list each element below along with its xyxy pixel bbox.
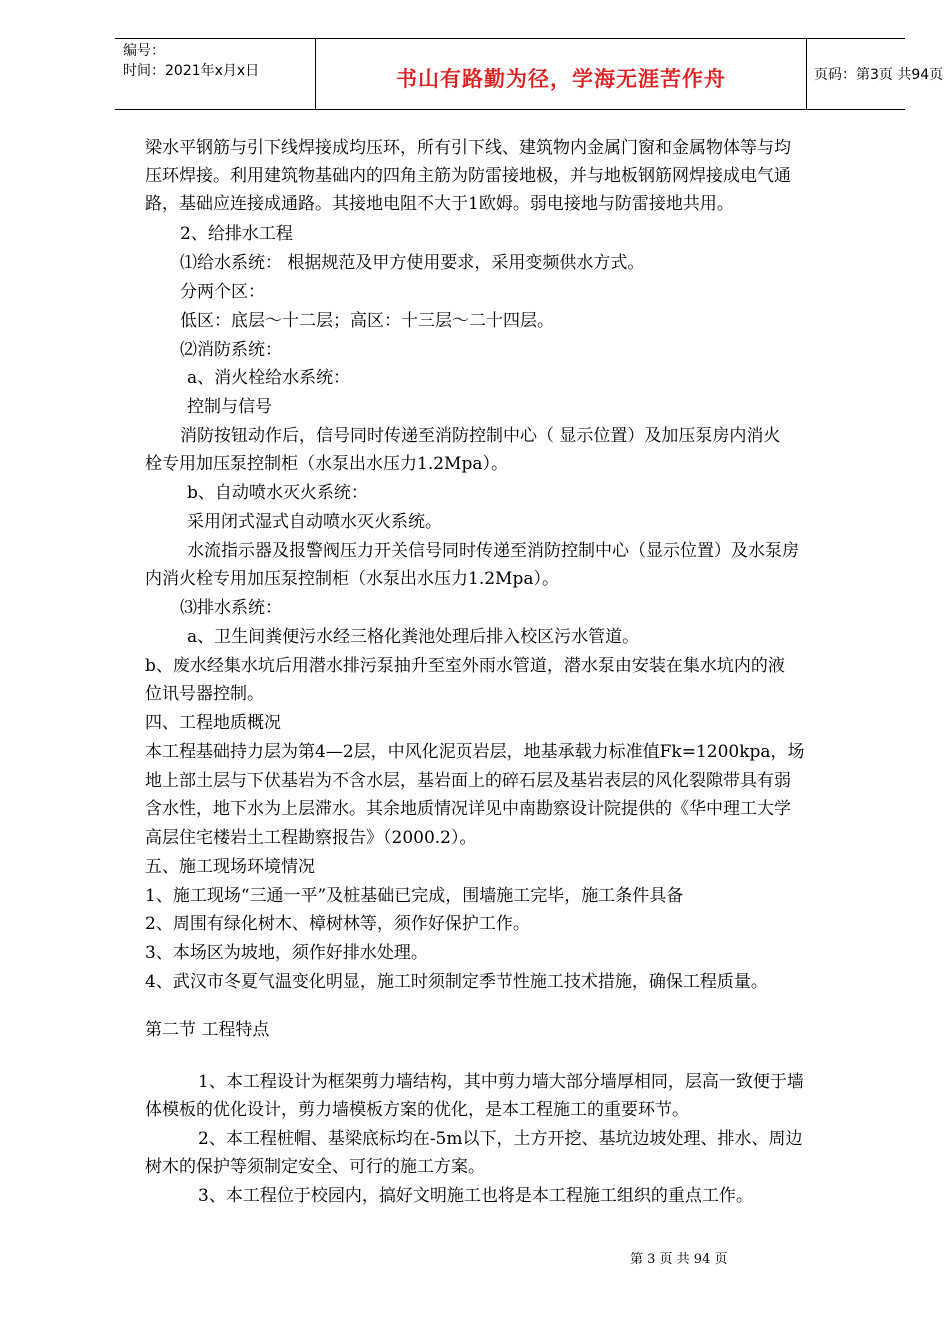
body-line: 3、本场区为坡地，须作好排水处理。 [145,943,428,963]
body-line: 低区：底层～十二层；高区：十三层～二十四层。 [180,311,554,331]
body-line: 1、本工程设计为框架剪力墙结构，其中剪力墙大部分墙厚相同，层高一致便于墙 [198,1072,804,1092]
document-number: 编号： [123,43,165,59]
body-line: 4、武汉市冬夏气温变化明显，施工时须制定季节性施工技术措施，确保工程质量。 [145,972,768,992]
body-line: ⑴给水系统： 根据规范及甲方使用要求，采用变频供水方式。 [180,253,645,273]
body-line: 压环焊接。利用建筑物基础内的四角主筋为防雷接地极，并与地板钢筋网焊接成电气通 [145,166,791,186]
body-line: 控制与信号 [187,397,272,417]
body-line: b、废水经集水坑后用潜水排污泵抽升至室外雨水管道，潜水泵由安装在集水坑内的液 [145,656,785,676]
body-line: 位讯号器控制。 [145,684,264,704]
header-page-cell [806,39,944,109]
body-line: 2、周围有绿化树木、樟树林等，须作好保护工作。 [145,914,530,934]
body-line: 3、本工程位于校园内，搞好文明施工也将是本工程施工组织的重点工作。 [198,1186,753,1206]
body-line: 高层住宅楼岩土工程勘察报告》（2000.2）。 [145,828,477,848]
body-line: 栓专用加压泵控制柜（水泵出水压力1.2Mpa）。 [145,454,508,474]
page-footer: 第 3 页 共 94 页 [630,1252,728,1267]
body-line: 水流指示器及报警阀压力开关信号同时传递至消防控制中心（显示位置）及水泵房 [187,541,799,561]
section-heading: 第二节 工程特点 [145,1020,270,1040]
body-line: 内消火栓专用加压泵控制柜（水泵出水压力1.2Mpa）。 [145,569,559,589]
body-line: 消防按钮动作后，信号同时传递至消防控制中心（ 显示位置）及加压泵房内消火 [180,426,781,446]
body-line: 分两个区： [180,282,265,302]
body-line: 本工程基础持力层为第4—2层，中风化泥页岩层，地基承载力标准值Fk=1200kpa，场 [145,742,805,762]
body-line: 树木的保护等须制定安全、可行的施工方案。 [145,1157,485,1177]
body-line: ⑶排水系统： [180,598,282,618]
document-date: 时间：2021年x月x日 [123,63,260,79]
body-line: 采用闭式湿式自动喷水灭火系统。 [187,512,442,532]
header-page-number: 页码：第3页 共94页 [814,67,944,83]
body-line: 2、本工程桩帽、基梁底标均在-5m以下，土方开挖、基坑边坡处理、排水、周边 [198,1129,803,1149]
body-line: a、卫生间粪便污水经三格化粪池处理后排入校区污水管道。 [187,627,640,647]
body-line: ⑵消防系统： [180,340,282,360]
header-motto: 书山有路勤为径，学海无涯苦作舟 [396,67,726,91]
body-line: 地上部土层与下伏基岩为不含水层，基岩面上的碎石层及基岩表层的风化裂隙带具有弱 [145,771,791,791]
body-line: b、自动喷水灭火系统： [187,483,368,503]
body-line: 体模板的优化设计，剪力墙模板方案的优化，是本工程施工的重要环节。 [145,1100,689,1120]
body-line: a、消火栓给水系统： [187,368,351,388]
section-heading: 2、给排水工程 [180,224,293,244]
body-line: 1、施工现场“三通一平”及桩基础已完成，围墙施工完毕，施工条件具备 [145,886,684,906]
section-heading: 五、施工现场环境情况 [145,857,315,877]
header-motto-cell [315,39,807,109]
section-heading: 四、工程地质概况 [145,713,281,733]
page-header [115,38,944,110]
body-line: 路，基础应连接成通路。其接地电阻不大于1欧姆。弱电接地与防雷接地共用。 [145,194,734,214]
header-info-cell [115,39,315,109]
body-line: 梁水平钢筋与引下线焊接成均压环，所有引下线、建筑物内金属门窗和金属物体等与均 [145,138,791,158]
body-line: 含水性，地下水为上层滞水。其余地质情况详见中南勘察设计院提供的《华中理工大学 [145,799,791,819]
